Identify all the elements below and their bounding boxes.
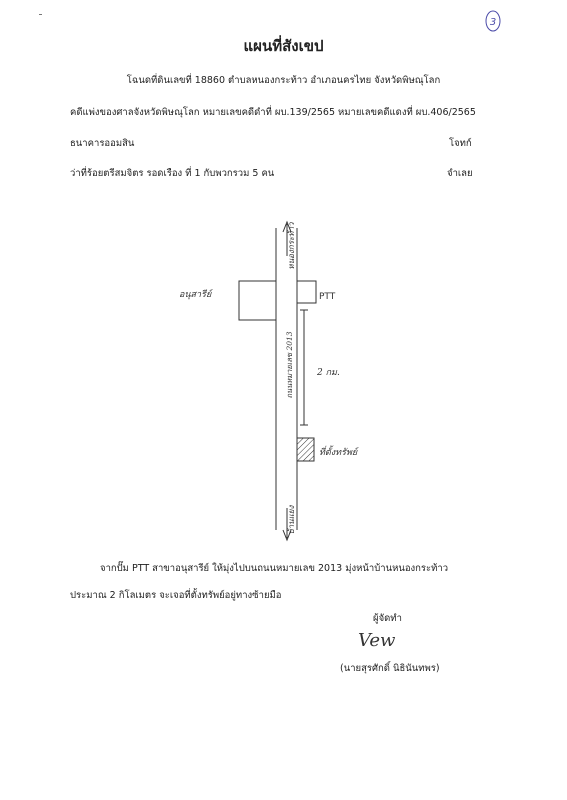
distance-label: 2 กม. (317, 368, 340, 378)
plaintiff-role: โจทก์ (449, 138, 472, 149)
description-line-1: จากปั๊ม PTT สาขาอนุสารีย์ ให้มุ่งไปบนถนนหมายเลข 2013 มุ่งหน้าบ้านหนองกระท้าว (100, 563, 449, 574)
property-label: ที่ตั้งทรัพย์ (319, 448, 358, 458)
defendant-role: จำเลย (447, 168, 473, 179)
road-name-label: ถนนหมายเลข 2013 (285, 331, 294, 399)
plaintiff-name: ธนาคารออมสิน (70, 138, 135, 149)
page-title: แผนที่สังเขป (243, 37, 324, 55)
svg-text:3: 3 (489, 17, 497, 28)
deed-line: โฉนดที่ดินเลขที่ 18860 ตำบลหนองกระท้าว อำเภอนครไทย จังหวัดพิษณุโลก (126, 75, 441, 86)
signer-name: (นายสุรศักดิ์ นิธินันทพร) (340, 663, 440, 674)
defendant-name: ว่าที่ร้อยตรีสมจิตร รอดเรือง ที่ 1 กับพวกรวม 5 คน (70, 168, 275, 179)
ptt-building (297, 281, 316, 303)
case-line: คดีแพ่งของศาลจังหวัดพิษณุโลก หมายเลขคดีดำที่ ผบ.139/2565 หมายเลขคดีแดงที่ ผบ.406/2565 (70, 107, 476, 118)
signer-role: ผู้จัดทำ (373, 613, 402, 624)
description-line-2: ประมาณ 2 กิโลเมตร จะเจอที่ตั้งทรัพย์อยู่ทางซ้ายมือ (70, 590, 282, 601)
ptt-label: PTT (319, 292, 336, 302)
signature-scribble: Vew (358, 630, 396, 651)
property-plot (297, 438, 314, 461)
road-bottom-label: บ้านแยง (287, 505, 296, 535)
road-top-label: หนองกระท้าว (287, 222, 296, 270)
left-building-label: อนุสารีย์ (179, 290, 212, 300)
left-building (239, 281, 276, 320)
